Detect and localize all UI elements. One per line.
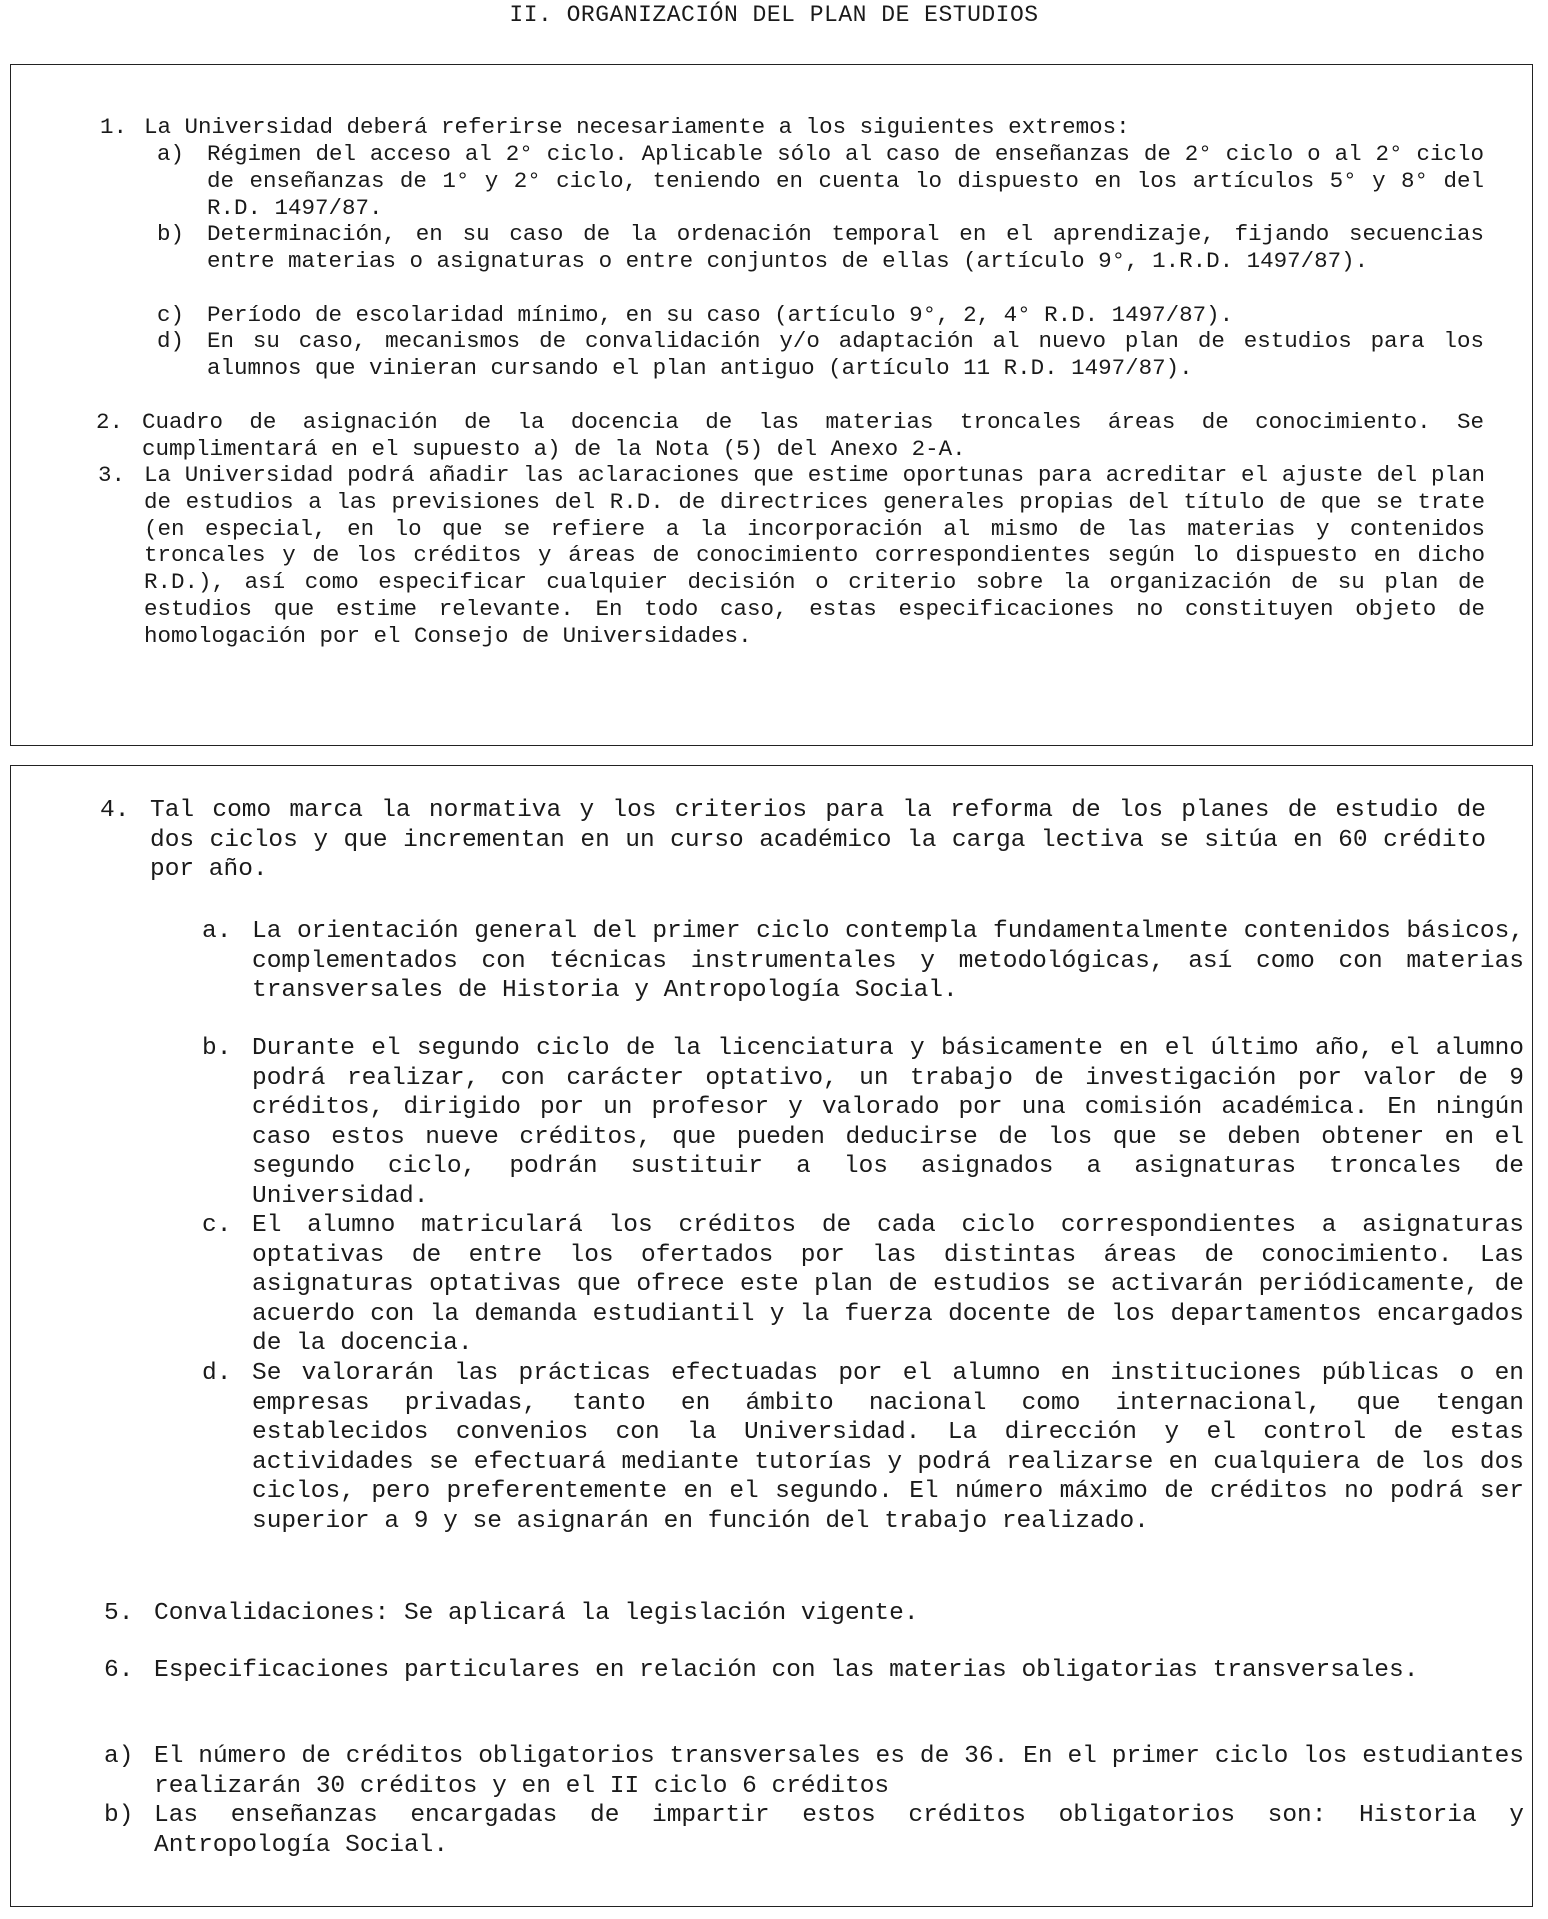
item-text: Tal como marca la normativa y los criterios para la reforma de los planes de estudio de dos ciclos y que incrementan en un curso académico la carga lectiva se sitúa en 60 crédito por año. — [150, 797, 1486, 883]
item-number: 1. — [100, 114, 128, 140]
item-number: a) — [104, 1743, 134, 1770]
item-number: 4. — [100, 797, 130, 824]
list-item — [157, 302, 1484, 329]
list-item — [202, 917, 1524, 1006]
item-text: La Universidad podrá añadir las aclaraciones que estime oportunas para acreditar el ajuste del plan de estudios a las previsiones del R.D. de directrices generales propias del título de que se trate (en especial, en lo que se refiere a la incorporación al mismo de las materias y contenidos troncales y de los créditos y áreas de conocimiento correspondientes según lo dispuesto en dicho R.D.), así como especificar cualquier decisión o criterio sobre la organización de su plan de estudios que estime relevante. En todo caso, estas especificaciones no constituyen objeto de homologación por el Consejo de Universidades. — [144, 462, 1485, 649]
item-number: d) — [157, 328, 185, 354]
item-number: c) — [157, 302, 185, 328]
list-item — [202, 1211, 1524, 1359]
item-number: 6. — [104, 1657, 134, 1684]
list-item — [104, 1656, 1524, 1686]
item-text: Durante el segundo ciclo de la licenciatura y básicamente en el último año, el alumno podrá realizar, con carácter optativo, un trabajo de investigación por valor de 9 créditos, dirigido por un profesor y valorado por una comisión académica. En ningún caso estos nueve créditos, que pueden deducirse de los que se deben obtener en el segundo ciclo, podrán sustituir a los asignados a asignaturas troncales de Universidad. — [252, 1035, 1524, 1210]
item-text: Las enseñanzas encargadas de impartir estos créditos obligatorios son: Historia y Antropología Social. — [154, 1802, 1524, 1859]
list-item — [157, 328, 1484, 382]
item-text: Régimen del acceso al 2° ciclo. Aplicable sólo al caso de enseñanzas de 2° ciclo o al 2° ciclo de enseñanzas de 1° y 2° ciclo, teniendo en cuenta lo dispuesto en los artículos 5° y 8° del R.D. 1497/87. — [207, 141, 1484, 221]
list-item — [157, 141, 1484, 221]
list-item — [202, 1034, 1524, 1211]
list-item — [98, 462, 1485, 650]
item-text: En su caso, mecanismos de convalidación y/o adaptación al nuevo plan de estudios para los alumnos que vinieran cursando el plan antiguo (artículo 11 R.D. 1497/87). — [207, 328, 1484, 381]
item-text: Convalidaciones: Se aplicará la legislación vigente. — [154, 1600, 919, 1627]
page-title: II. ORGANIZACIÓN DEL PLAN DE ESTUDIOS — [509, 2, 1039, 28]
item-text: La Universidad deberá referirse necesariamente a los siguientes extremos: — [144, 114, 1130, 140]
item-text: Cuadro de asignación de la docencia de las materias troncales áreas de conocimiento. Se cumplimentará en el supuesto a) de la Nota (5) del Anexo 2-A. — [142, 409, 1484, 462]
item-number: c. — [202, 1212, 232, 1239]
list-item — [104, 1599, 1524, 1629]
item-number: b. — [202, 1035, 232, 1062]
item-number: b) — [157, 221, 185, 247]
item-number: d. — [202, 1360, 232, 1387]
list-item — [104, 1742, 1524, 1801]
item-number: a. — [202, 918, 232, 945]
item-number: 3. — [98, 462, 126, 488]
list-item — [202, 1359, 1524, 1536]
list-item — [157, 221, 1484, 275]
item-text: El número de créditos obligatorios transversales es de 36. En el primer ciclo los estudiantes realizarán 30 créditos y en el II ciclo 6 créditos — [154, 1743, 1524, 1800]
item-number: 5. — [104, 1600, 134, 1627]
item-text: Se valorarán las prácticas efectuadas por el alumno en instituciones públicas o en empresas privadas, tanto en ámbito nacional como internacional, que tengan establecidos convenios con la Universidad. La dirección y el control de estas actividades se efectuará mediante tutorías y podrá realizarse en cualquiera de los dos ciclos, pero preferentemente en el segundo. El número máximo de créditos no podrá ser superior a 9 y se asignarán en función del trabajo realizado. — [252, 1360, 1524, 1535]
list-item — [100, 796, 1486, 885]
item-text: Especificaciones particulares en relación con las materias obligatorias transversales. — [154, 1657, 1419, 1684]
item-text: Determinación, en su caso de la ordenación temporal en el aprendizaje, fijando secuencias entre materias o asignaturas o entre conjuntos de ellas (artículo 9°, 1.R.D. 1497/87). — [207, 221, 1484, 274]
item-number: a) — [157, 141, 185, 167]
item-text: La orientación general del primer ciclo contempla fundamentalmente contenidos básicos, complementados con técnicas instrumentales y metodológicas, así como con materias transversales de Historia y Antropología Social. — [252, 918, 1524, 1004]
list-item — [104, 1801, 1524, 1860]
item-text: Período de escolaridad mínimo, en su caso (artículo 9°, 2, 4° R.D. 1497/87). — [207, 302, 1234, 328]
item-text: El alumno matriculará los créditos de cada ciclo correspondientes a asignaturas optativas de entre los ofertados por las distintas áreas de conocimiento. Las asignaturas optativas que ofrece este plan de estudios se activarán periódicamente, de acuerdo con la demanda estudiantil y la fuerza docente de los departamentos encargados de la docencia. — [252, 1212, 1524, 1357]
list-item — [100, 114, 1485, 141]
item-number: 2. — [96, 409, 124, 435]
list-item — [96, 409, 1484, 463]
item-number: b) — [104, 1802, 134, 1829]
